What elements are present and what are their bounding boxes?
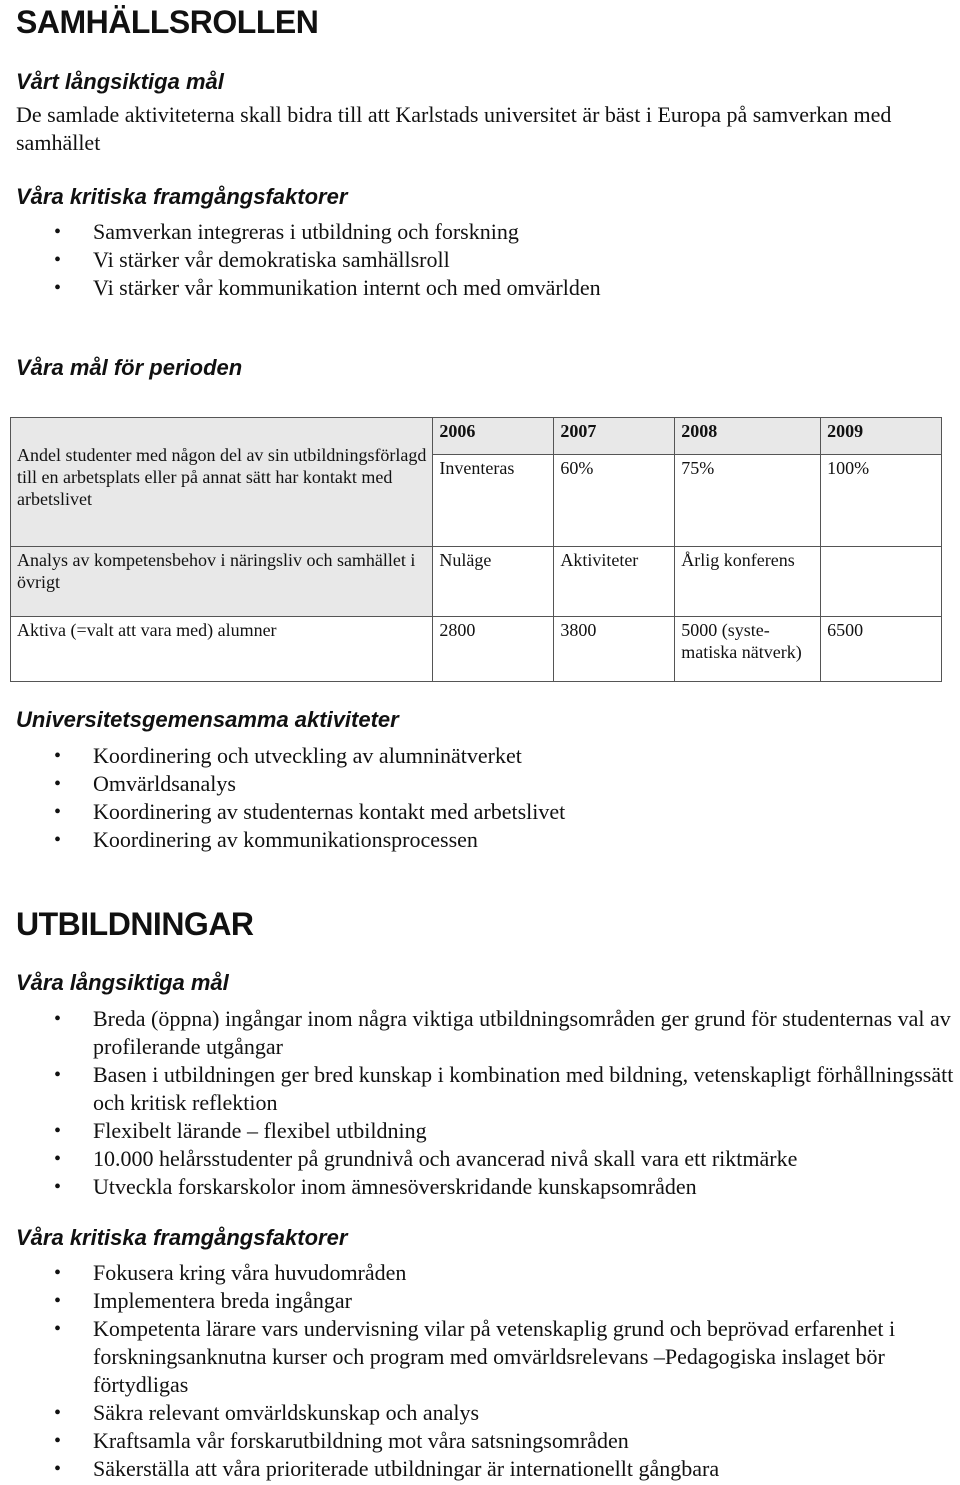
table-row bbox=[11, 616, 942, 681]
bullet-icon: • bbox=[54, 1318, 62, 1340]
list-item-text: Kompetenta lärare vars undervisning vilar på vetenskaplig grund och beprövad erfarenhet i forskningsanknutna kurser och program med omvärldsrelevans –Pedagogiska inslaget bör förtydligas bbox=[93, 1316, 896, 1397]
list-item-text: Breda (öppna) ingångar inom några viktiga utbildningsområden ger grund för studenternas val av profilerande utgångar bbox=[93, 1006, 951, 1059]
bullet-icon: • bbox=[54, 1262, 62, 1284]
list-item-text: Utveckla forskarskolor inom ämnesöverskridande kunskapsområden bbox=[93, 1174, 697, 1199]
list-item bbox=[0, 246, 960, 274]
list-item-text: 10.000 helårsstudenter på grundnivå och avancerad nivå skall vara ett riktmärke bbox=[93, 1146, 798, 1171]
bullet-icon: • bbox=[54, 1430, 62, 1452]
goals-table bbox=[10, 417, 942, 682]
list-item bbox=[0, 1117, 960, 1145]
table-cell: 60% bbox=[554, 454, 675, 546]
list-item-text: Fokusera kring våra huvudområden bbox=[93, 1260, 407, 1285]
success-factors-list bbox=[0, 218, 960, 302]
section-title-samhallsrollen: SAMHÄLLSROLLEN bbox=[16, 4, 319, 40]
bullet-icon: • bbox=[54, 1176, 62, 1198]
bullet-icon: • bbox=[54, 745, 62, 767]
bullet-icon: • bbox=[54, 1148, 62, 1170]
heading-success-factors-utb: Våra kritiska framgångsfaktorer bbox=[16, 1225, 348, 1250]
list-item-text: Koordinering av studenternas kontakt med arbetslivet bbox=[93, 799, 566, 824]
heading-success-factors: Våra kritiska framgångsfaktorer bbox=[16, 184, 348, 209]
list-item bbox=[0, 1145, 960, 1173]
long-goal-text: De samlade aktiviteterna skall bidra till att Karlstads universitet är bäst i Europa på samverkan med samhället bbox=[16, 102, 892, 155]
year-header: 2009 bbox=[821, 418, 942, 455]
list-item-text: Implementera breda ingångar bbox=[93, 1288, 352, 1313]
table-header-row bbox=[11, 418, 942, 455]
bullet-icon: • bbox=[54, 277, 62, 299]
list-item-text: Basen i utbildningen ger bred kunskap i kombination med bildning, vetenskapligt förhållningssätt och kritisk reflektion bbox=[93, 1062, 954, 1115]
table-cell: Årlig konferens bbox=[675, 546, 821, 616]
heading-activities: Universitetsgemensamma aktiviteter bbox=[16, 707, 399, 732]
list-item bbox=[0, 1061, 960, 1117]
table-row-label: Andel studenter med någon del av sin utbildningsförlagd till en arbetsplats eller på annat sätt har kontakt med arbetslivet bbox=[11, 418, 433, 547]
table-cell: Inventeras bbox=[433, 454, 554, 546]
success-factors-list-utb bbox=[0, 1259, 960, 1483]
list-item-text: Flexibelt lärande – flexibel utbildning bbox=[93, 1118, 427, 1143]
table-row-label: Aktiva (=valt att vara med) alumner bbox=[11, 616, 433, 681]
list-item-text: Koordinering av kommunikationsprocessen bbox=[93, 827, 478, 852]
bullet-icon: • bbox=[54, 221, 62, 243]
bullet-icon: • bbox=[54, 829, 62, 851]
heading-period-goals: Våra mål för perioden bbox=[16, 355, 243, 380]
list-item bbox=[0, 1315, 960, 1399]
list-item-text: Omvärldsanalys bbox=[93, 771, 236, 796]
heading-long-goal: Vårt långsiktiga mål bbox=[16, 69, 224, 94]
table-cell bbox=[821, 546, 942, 616]
list-item-text: Samverkan integreras i utbildning och forskning bbox=[93, 219, 519, 244]
table-cell: 100% bbox=[821, 454, 942, 546]
list-item-text: Kraftsamla vår forskarutbildning mot våra satsningsområden bbox=[93, 1428, 629, 1453]
bullet-icon: • bbox=[54, 1402, 62, 1424]
table-row-label: Analys av kompetensbehov i näringsliv och samhället i övrigt bbox=[11, 546, 433, 616]
table-cell: 3800 bbox=[554, 616, 675, 681]
activities-list bbox=[0, 742, 960, 854]
list-item bbox=[0, 1173, 960, 1201]
list-item-text: Säkra relevant omvärldskunskap och analys bbox=[93, 1400, 480, 1425]
list-item bbox=[0, 274, 960, 302]
list-item-text: Koordinering och utveckling av alumninätverket bbox=[93, 743, 522, 768]
list-item bbox=[0, 1399, 960, 1427]
list-item-text: Vi stärker vår demokratiska samhällsroll bbox=[93, 247, 450, 272]
bullet-icon: • bbox=[54, 773, 62, 795]
list-item bbox=[0, 1259, 960, 1287]
table-cell: 2800 bbox=[433, 616, 554, 681]
list-item-text: Vi stärker vår kommunikation internt och med omvärlden bbox=[93, 275, 601, 300]
year-header: 2006 bbox=[433, 418, 554, 455]
list-item bbox=[0, 1005, 960, 1061]
list-item bbox=[0, 742, 960, 770]
bullet-icon: • bbox=[54, 249, 62, 271]
list-item bbox=[0, 1455, 960, 1483]
bullet-icon: • bbox=[54, 1290, 62, 1312]
bullet-icon: • bbox=[54, 1008, 62, 1030]
year-header: 2008 bbox=[675, 418, 821, 455]
table-cell: 75% bbox=[675, 454, 821, 546]
list-item bbox=[0, 826, 960, 854]
list-item bbox=[0, 1427, 960, 1455]
list-item bbox=[0, 218, 960, 246]
long-goals-list bbox=[0, 1005, 960, 1201]
bullet-icon: • bbox=[54, 801, 62, 823]
heading-long-goals: Våra långsiktiga mål bbox=[16, 970, 229, 995]
bullet-icon: • bbox=[54, 1064, 62, 1086]
list-item bbox=[0, 798, 960, 826]
bullet-icon: • bbox=[54, 1458, 62, 1480]
section-title-utbildningar: UTBILDNINGAR bbox=[16, 906, 254, 942]
table-cell: Nuläge bbox=[433, 546, 554, 616]
bullet-icon: • bbox=[54, 1120, 62, 1142]
list-item bbox=[0, 1287, 960, 1315]
year-header: 2007 bbox=[554, 418, 675, 455]
table-cell: 6500 bbox=[821, 616, 942, 681]
list-item-text: Säkerställa att våra prioriterade utbildningar är internationellt gångbara bbox=[93, 1456, 720, 1481]
table-cell: 5000 (syste-matiska nätverk) bbox=[675, 616, 821, 681]
table-cell: Aktiviteter bbox=[554, 546, 675, 616]
list-item bbox=[0, 770, 960, 798]
table-row bbox=[11, 546, 942, 616]
